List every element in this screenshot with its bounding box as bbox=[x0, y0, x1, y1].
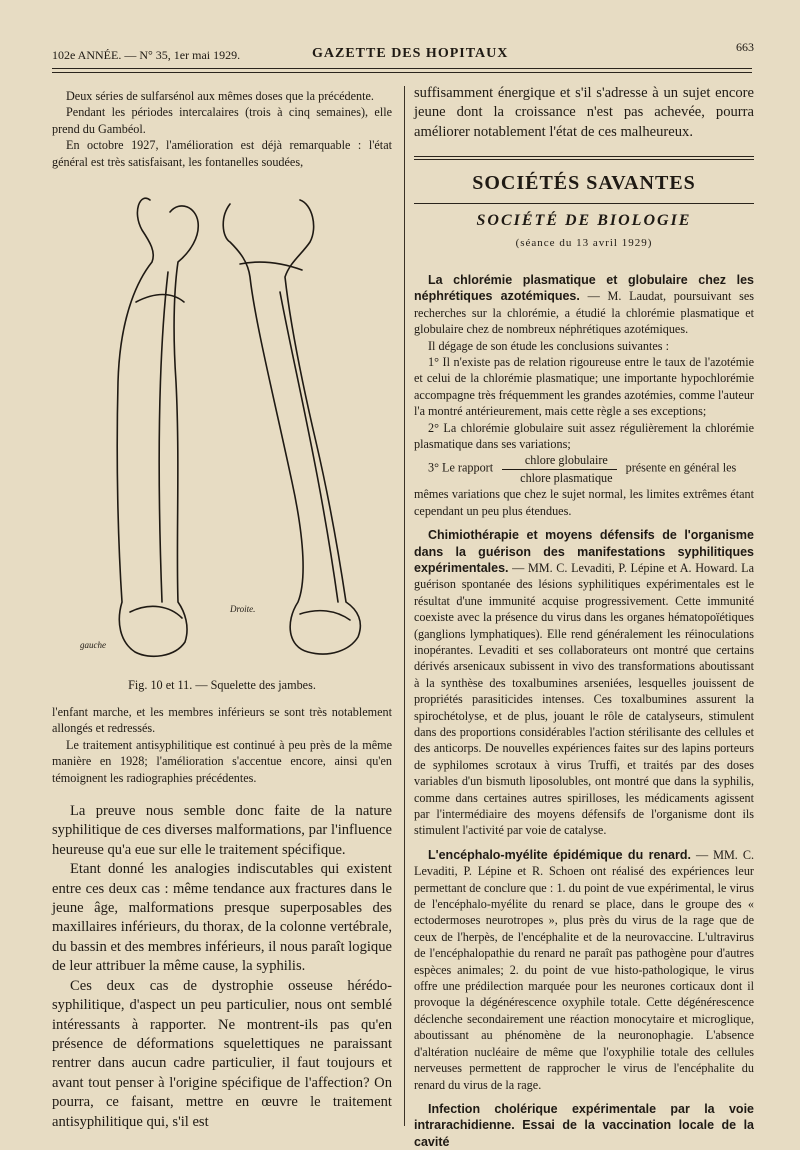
paragraph-large: La preuve nous semble donc faite de la nature syphilitique de ces diverses malformations, par l'influence heureuse qu'a eue sur elle le traitement spécifique. bbox=[52, 803, 392, 858]
ratio-numerator: chlore globulaire bbox=[502, 452, 616, 469]
right-fibula bbox=[280, 292, 338, 602]
header-rule-double bbox=[52, 72, 752, 73]
paragraph: 2° La chlorémie globulaire suit assez régulièrement la chlorémie plasmatique dans ses variations; bbox=[414, 420, 754, 452]
paragraph: 1° Il n'existe pas de relation rigoureuse entre le taux de l'azotémie et celui de la chlorémie plasmatique; une importante hypochlorémie accompagne très fréquemment les grandes azotémies, comme l'auteur l'a montré antérieurement, mais cette règle a ses exceptions; bbox=[414, 355, 754, 419]
article-3-lead bbox=[414, 847, 754, 1093]
left-column-bottom bbox=[52, 704, 392, 1132]
article-2-body: — MM. C. Levaditi, P. Lépine et A. Howard. La guérison spontanée des lésions syphilitiques expérimentales est le résultat d'une immunité acquise progressivement. Cette immunité coexiste avec la présence du virus dans les organes hématopoïétiques (ganglions lymphatiques). Elle rend généralement les réinoculations inopérantes. Levaditi et ses collaborateurs ont montré que certains dérivés arsenicaux subissent in vivo des transformations aboutissant à la synthèse des toxalbumines arseniées, lesquelles jouissent de propriétés parasiticides intenses. Ces toxalbumines assurent la spirochétolyse, et de plus, jouant le rôle de catalyseurs, stimulent dans des proportions considérables l'action stérilisante des cellules et des anticorps. De nouvelles expériences faites sur des lapins porteurs de syphilomes scrotaux à virus Truffi, et traités par des doses variables d'un bismuth liposolubles, ont montré que dans la syphilis, comme dans certaines autres spirilloses, les médicaments agissent par l'intermédiaire des moyens défensifs de l'organisme dont ils stimulent l'activité par voie de catalyse. bbox=[414, 560, 754, 838]
right-ankle bbox=[300, 611, 350, 620]
journal-title: GAZETTE DES HOPITAUX bbox=[312, 46, 509, 61]
ratio-fraction bbox=[502, 452, 616, 486]
header-rule bbox=[52, 68, 752, 69]
paragraph: Pendant les périodes intercalaires (trois à cinq semaines), elle prend du Gambéol. bbox=[52, 105, 392, 136]
column-divider bbox=[404, 86, 405, 1126]
right-column-top bbox=[414, 84, 754, 142]
right-column-articles bbox=[414, 272, 754, 1150]
paragraph: l'enfant marche, et les membres inférieurs se sont très notablement allongés et redressés. bbox=[52, 705, 392, 736]
right-bone-outline bbox=[223, 200, 360, 654]
left-knee bbox=[136, 295, 184, 303]
issue-info: 102e ANNÉE. — N° 35, 1er mai 1929. bbox=[52, 48, 241, 62]
paragraph-large: Ces deux cas de dystrophie osseuse hérédo-syphilitique, d'aspect un peu particulier, nous ont semblé intéressants à rapporter. Ne montrent-ils pas qu'en présence de déformations squelettiques ne paraissant rentrer dans aucun cadre particulier, il faut toujours et avant tout penser à l'origine spécifique de l'affection? On pourra, ce faisant, mettre en œuvre le traitement antisyphilitique qui, s'il est bbox=[52, 977, 392, 1130]
left-femur-outline bbox=[117, 198, 198, 656]
article-4-lead bbox=[414, 1101, 754, 1150]
article-3-title: L'encéphalo-myélite épidémique du renard. bbox=[428, 847, 691, 862]
paragraph: Deux séries de sulfarsénol aux mêmes doses que la précédente. bbox=[66, 89, 374, 103]
section-title: SOCIÉTÉS SAVANTES bbox=[472, 172, 696, 194]
session-date: (séance du 13 avril 1929) bbox=[515, 237, 653, 249]
title-rule bbox=[414, 203, 754, 204]
paragraph-large: Etant donné les analogies indiscutables qui existent entre ces deux cas : même tendance aux fractures dans le jeune âge, malformations presque superposables des maxillaires inférieurs, du thorax, de la colonne vertébrale, du bassin et des membres inférieurs, il nous paraît logique de leur attribuer la même cause, la syphilis. bbox=[52, 861, 392, 975]
article-1-lead bbox=[414, 272, 754, 338]
ratio-tail: présente en général les bbox=[625, 461, 737, 476]
paragraph: Le traitement antisyphilitique est continué à peu près de la même manière en 1928; l'amélioration s'accentue encore, ainsi qu'en témoignent les radiographies précédentes. bbox=[52, 737, 392, 785]
article-1-title: La chlorémie plasmatique et globulaire chez les néphrétiques azotémiques. bbox=[414, 273, 754, 304]
left-ankle bbox=[130, 606, 182, 618]
running-header bbox=[52, 40, 754, 66]
paragraph-large: suffisamment énergique et s'il s'adresse à un sujet encore jeune dont la croissance n'est pas achevée, pourra améliorer notablement l'état de ces malheureux. bbox=[414, 85, 754, 140]
section-rule-double bbox=[414, 159, 754, 160]
page-number: 663 bbox=[736, 40, 754, 54]
article-4-title: Infection cholérique expérimentale par la voie intrarachidienne. Essai de la vaccination locale de la cavité bbox=[414, 1101, 754, 1149]
article-1-body: — M. Laudat, poursuivant ses recherches sur la chlorémie, a étudié la chlorémie plasmatique et globulaire chez de nombreux néphrétiques azotémiques. bbox=[414, 289, 754, 337]
figure-label-left: gauche bbox=[80, 640, 106, 650]
paragraph: Il dégage de son étude les conclusions suivantes : bbox=[428, 338, 669, 353]
left-column-top bbox=[52, 88, 392, 170]
left-fibula bbox=[159, 272, 168, 602]
paragraph: mêmes variations que chez le sujet normal, les limites extrêmes étant cependant un peu plus étendues. bbox=[414, 487, 754, 518]
section-rule bbox=[414, 156, 754, 157]
ratio-paragraph bbox=[414, 452, 754, 486]
figure-label-right: Droite. bbox=[230, 604, 256, 614]
article-2-lead bbox=[414, 527, 754, 839]
article-2-title: Chimiothérapie et moyens défensifs de l'organisme dans la guérison des manifestations syphilitiques expérimentales. bbox=[414, 528, 754, 575]
society-title: SOCIÉTÉ DE BIOLOGIE bbox=[476, 212, 692, 229]
ratio-intro: 3° Le rapport bbox=[428, 461, 494, 476]
article-3-body: — MM. C. Levaditi, P. Lépine et R. Schoen ont réalisé des expériences leur permettant de conclure que : 1. du point de vue expérimental, le virus de l'encéphalo-myélite du renard se place, dans le groupe des « ectodermoses neurotropes », plus près du virus de la rage que de ceux de l'herpès, de l'encéphalite et de la neurovaccine. L'ultravirus de l'encéphalopathie du renard ne paraît pas pathogène pour d'autres espèces animales; 2. du point de vue histo-pathologique, le virus offre une prédilection marquée pour les neurones corticaux dont il provoque la dégénérescence oxyphile totale. Cette dégénérescence déclenche secondairement une réaction monocytaire et microglique, aboutissant au phénomène de la neuronophagie. L'absence d'altération nucléaire de même que l'oxyphilie totale des cellules nerveuses permettent de rapprocher le virus de l'encéphalite du renard du virus de la rage. bbox=[414, 847, 754, 1092]
figure-caption: Fig. 10 et 11. — Squelette des jambes. bbox=[128, 678, 316, 692]
ratio-denominator: chlore plasmatique bbox=[520, 470, 613, 485]
paragraph: En octobre 1927, l'amélioration est déjà remarquable : l'état général est très satisfaisant, les fontanelles soudées, bbox=[52, 138, 392, 169]
